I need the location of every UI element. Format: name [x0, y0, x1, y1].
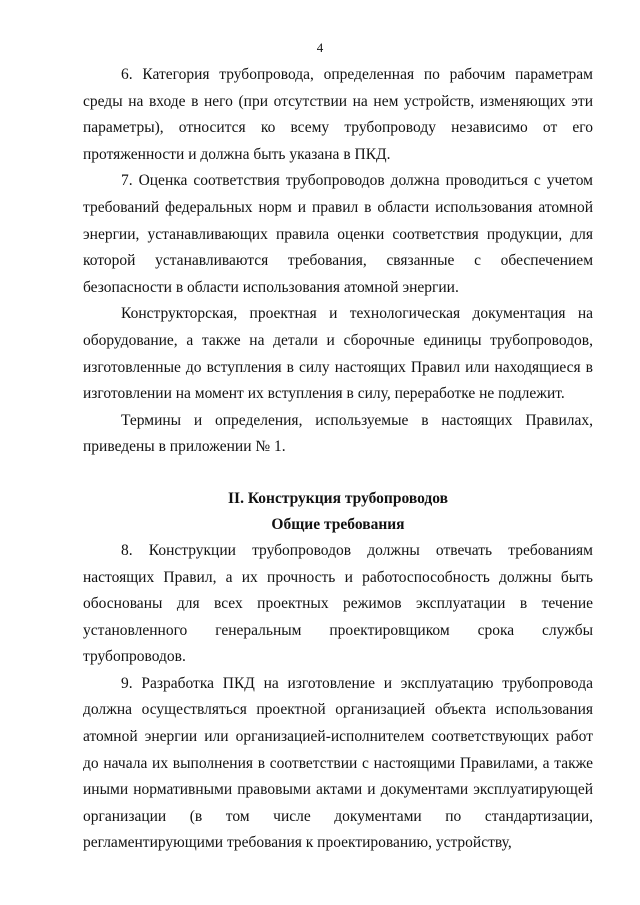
paragraph-7: 7. Оценка соответствия трубопроводов должна проводиться с учетом требований федеральных норм и правил в области использования атомной энергии, устанавливающих правила оценки соответствия продукции, для которой устанавливаются требования, связанные с обеспечением безопасности в области использования атомной энергии.	[83, 172, 593, 296]
page-number: 4	[316, 40, 324, 55]
subsection-title: Общие требования	[271, 515, 405, 533]
paragraph-terms: Термины и определения, используемые в настоящих Правилах, приведены в приложении № 1.	[83, 411, 593, 456]
document-body	[83, 62, 593, 857]
paragraph-9: 9. Разработка ПКД на изготовление и эксплуатацию трубопровода должна осуществляться проектной организацией объекта использования атомной энергии или организацией-исполнителем соответствующих работ до начала их выполнения в соответствии с настоящими Правилами, а также иными нормативными правовыми актами и документами эксплуатирующей организации (в том числе документами по стандартизации, регламентирующими требования к проектированию, устройству,	[83, 674, 593, 852]
paragraph-6: 6. Категория трубопровода, определенная по рабочим параметрам среды на входе в него (при отсутствии на нем устройств, изменяющих эти параметры), относится ко всему трубопроводу независимо от его протяженности и должна быть указана в ПКД.	[83, 66, 593, 163]
paragraph-documentation: Конструкторская, проектная и технологическая документация на оборудование, а также на детали и сборочные единицы трубопроводов, изготовленные до вступления в силу настоящих Правил или находящиеся в изготовлении на момент их вступления в силу, переработке не подлежит.	[83, 305, 593, 403]
section-title: II. Конструкция трубопроводов	[228, 489, 448, 507]
paragraph-8: 8. Конструкции трубопроводов должны отвечать требованиям настоящих Правил, а их прочность и работоспособность должны быть обоснованы для всех проектных режимов эксплуатации в течение установленного генеральным проектировщиком срока службы трубопроводов.	[83, 541, 593, 666]
